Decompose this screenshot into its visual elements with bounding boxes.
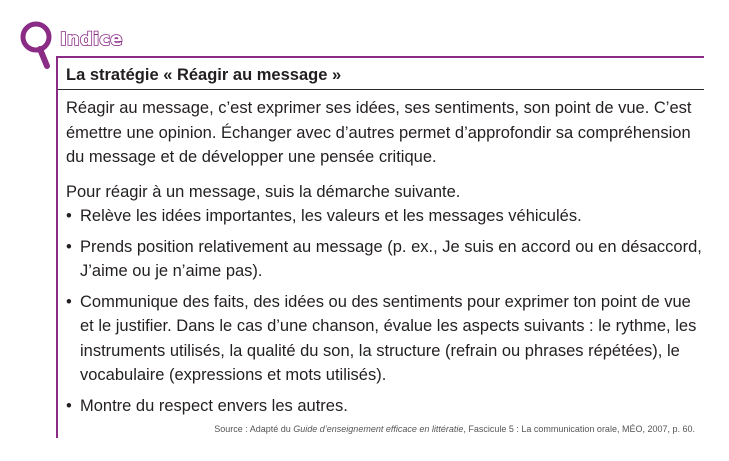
list-item — [66, 290, 702, 388]
list-item-text: Montre du respect envers les autres. — [80, 396, 348, 415]
bullet-list — [66, 204, 702, 418]
list-item — [66, 204, 702, 229]
list-item-text: Prends position relativement au message (p. ex., Je suis en accord ou en désaccord, J’aime ou je n’aime pas). — [80, 237, 702, 280]
box-title: La stratégie « Réagir au message » — [66, 66, 342, 84]
bullet-icon: • — [66, 396, 72, 415]
list-item-text: Communique des faits, des idées ou des sentiments pour exprimer ton point de vue et le justifier. Dans le cas d’une chanson, évalue les aspects suivants : le rythme, les instruments utilisés, la qualité du son, la structure (refrain ou phrases répétées), le vocabulaire (expressions et mots utilisés). — [80, 292, 697, 384]
source-title: Guide d’enseignement efficace en littératie — [293, 424, 464, 434]
source-citation — [214, 424, 695, 434]
paragraph-intro: Réagir au message, c’est exprimer ses idées, ses sentiments, son point de vue. C’est émettre une opinion. Échanger avec d’autres permet d’approfondir sa compréhension du message et de développer une pensée critique. — [66, 99, 692, 166]
box-body — [66, 96, 702, 424]
bullet-icon: • — [66, 237, 72, 256]
magnifying-glass-icon — [16, 18, 60, 70]
source-suffix: , Fascicule 5 : La communication orale, MÉO, 2007, p. 60. — [463, 424, 695, 434]
source-prefix: Source : Adapté du — [214, 424, 294, 434]
title-divider — [58, 89, 704, 90]
left-rule — [56, 56, 58, 438]
paragraph-instructions: Pour réagir à un message, suis la démarche suivante. — [66, 182, 461, 201]
bullet-icon: • — [66, 207, 72, 225]
bullet-icon: • — [66, 292, 72, 311]
list-item — [66, 394, 702, 419]
top-rule — [56, 56, 704, 58]
list-item — [66, 235, 702, 284]
list-item-text: Relève les idées importantes, les valeurs et les messages véhiculés. — [80, 207, 582, 225]
indice-label: Indice — [60, 29, 123, 50]
